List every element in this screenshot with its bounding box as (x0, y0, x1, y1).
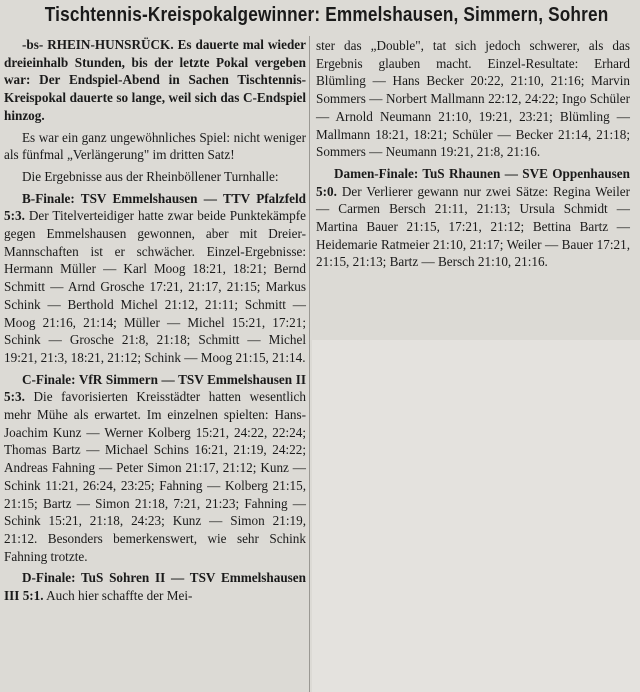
b-final-text: Der Titelverteidiger hatte zwar beide Punktekämpfe gegen Emmelshausen gewonnen, aber mit Dreier-Mannschaften ist er schwächer. Einzel-Ergebnisse: Hermann Müller — Karl Moog 18:21, 18:21; Bernd Schmitt — Arnd Grosche 17:21, 21:17, 21:15; Markus Schink — Berthold Michel 21:12, 21:11; Schmitt — Moog 21:16, 21:14; Müller — Michel 15:21, 17:21; Schink — Grosche 21:8, 21:18; Schmitt — Michel 19:21, 21:3, 18:21, 21:12; Schink — Moog 21:15, 21:14. (4, 208, 306, 365)
right-column (316, 37, 630, 275)
column-divider (309, 36, 310, 692)
c-final-text: Die favorisierten Kreisstädter hatten wesentlich mehr Mühe als erwartet. Im einzelnen spielten: Hans-Joachim Kunz — Werner Kolberg 15:21, 24:22, 22:24; Thomas Bartz — Michael Schins 16:21, 21:19, 24:22; Andreas Fahning — Peter Simon 21:17, 21:12; Kunz — Schink 11:21, 26:24, 23:25; Fahning — Kolberg 21:15, 21:15; Bartz — Simon 21:18, 7:21, 21:23; Fahning — Schink 15:21, 21:18, 24:23; Kunz — Simon 21:19, 21:12. Besonders bemerkenswert, wie sehr Schink Fahning trotzte. (4, 389, 306, 564)
d-final-text: Auch hier schaffte der Mei- (43, 588, 193, 604)
c-final-heading: C-Finale: VfR Simmern — TSV Emmelshausen II 5:3. (4, 371, 306, 405)
paragraph-2: Es war ein ganz ungewöhnliches Spiel: nicht weniger als fünfmal „Verlängerung" im dritten Satz! (4, 129, 306, 163)
empty-area (312, 340, 640, 692)
c-final-paragraph (4, 371, 306, 566)
damen-final-heading: Damen-Finale: TuS Rhaunen — SVE Oppenhausen 5:0. (316, 165, 630, 199)
damen-final-paragraph (316, 165, 630, 271)
lead-text: -bs- RHEIN-HUNSRÜCK. Es dauerte mal wieder dreieinhalb Stunden, bis der letzte Pokal vergeben war: Der Endspiel-Abend in Sachen Tischtennis-Kreispokal dauerte so lange, weil sich das C-Endspiel hinzog. (4, 37, 306, 123)
left-column (4, 36, 306, 609)
paragraph-3: Die Ergebnisse aus der Rheinböllener Turnhalle: (22, 168, 279, 184)
damen-final-text: Der Verlierer gewann nur zwei Sätze: Regina Weiler — Carmen Bersch 21:11, 21:13; Ursula Schmidt — Martina Bauer 21:15, 17:21, 21:12; Bettina Bartz — Heidemarie Ratmeier 21:10, 21:17; Weiler — Bauer 17:21, 21:15, 21:13; Bartz — Bersch 21:10, 21:16. (316, 183, 630, 270)
headline: Tischtennis-Kreispokalgewinner: Emmelshausen, Simmern, Sohren (44, 4, 609, 26)
b-final-paragraph (4, 190, 306, 367)
d-final-continuation: ster das „Double", tat sich jedoch schwerer, als das Ergebnis glauben macht. Einzel-Resultate: Erhard Blümling — Hans Becker 20:22, 21:10, 21:16; Marvin Sommers — Norbert Mallmann 22:12, 24:22; Ingo Schüler — Arnold Neumann 21:10, 19:21, 23:21; Blümling — Mallmann 18:21, 18:21; Schüler — Becker 21:14, 21:18; Sommers — Neumann 19:21, 21:8, 21:16. (316, 38, 630, 160)
d-final-heading: D-Finale: TuS Sohren II — TSV Emmelshausen III 5:1. (4, 570, 306, 604)
d-final-paragraph (4, 569, 306, 604)
b-final-heading: B-Finale: TSV Emmelshausen — TTV Pfalzfeld 5:3. (4, 190, 306, 224)
lead-paragraph (4, 36, 306, 125)
